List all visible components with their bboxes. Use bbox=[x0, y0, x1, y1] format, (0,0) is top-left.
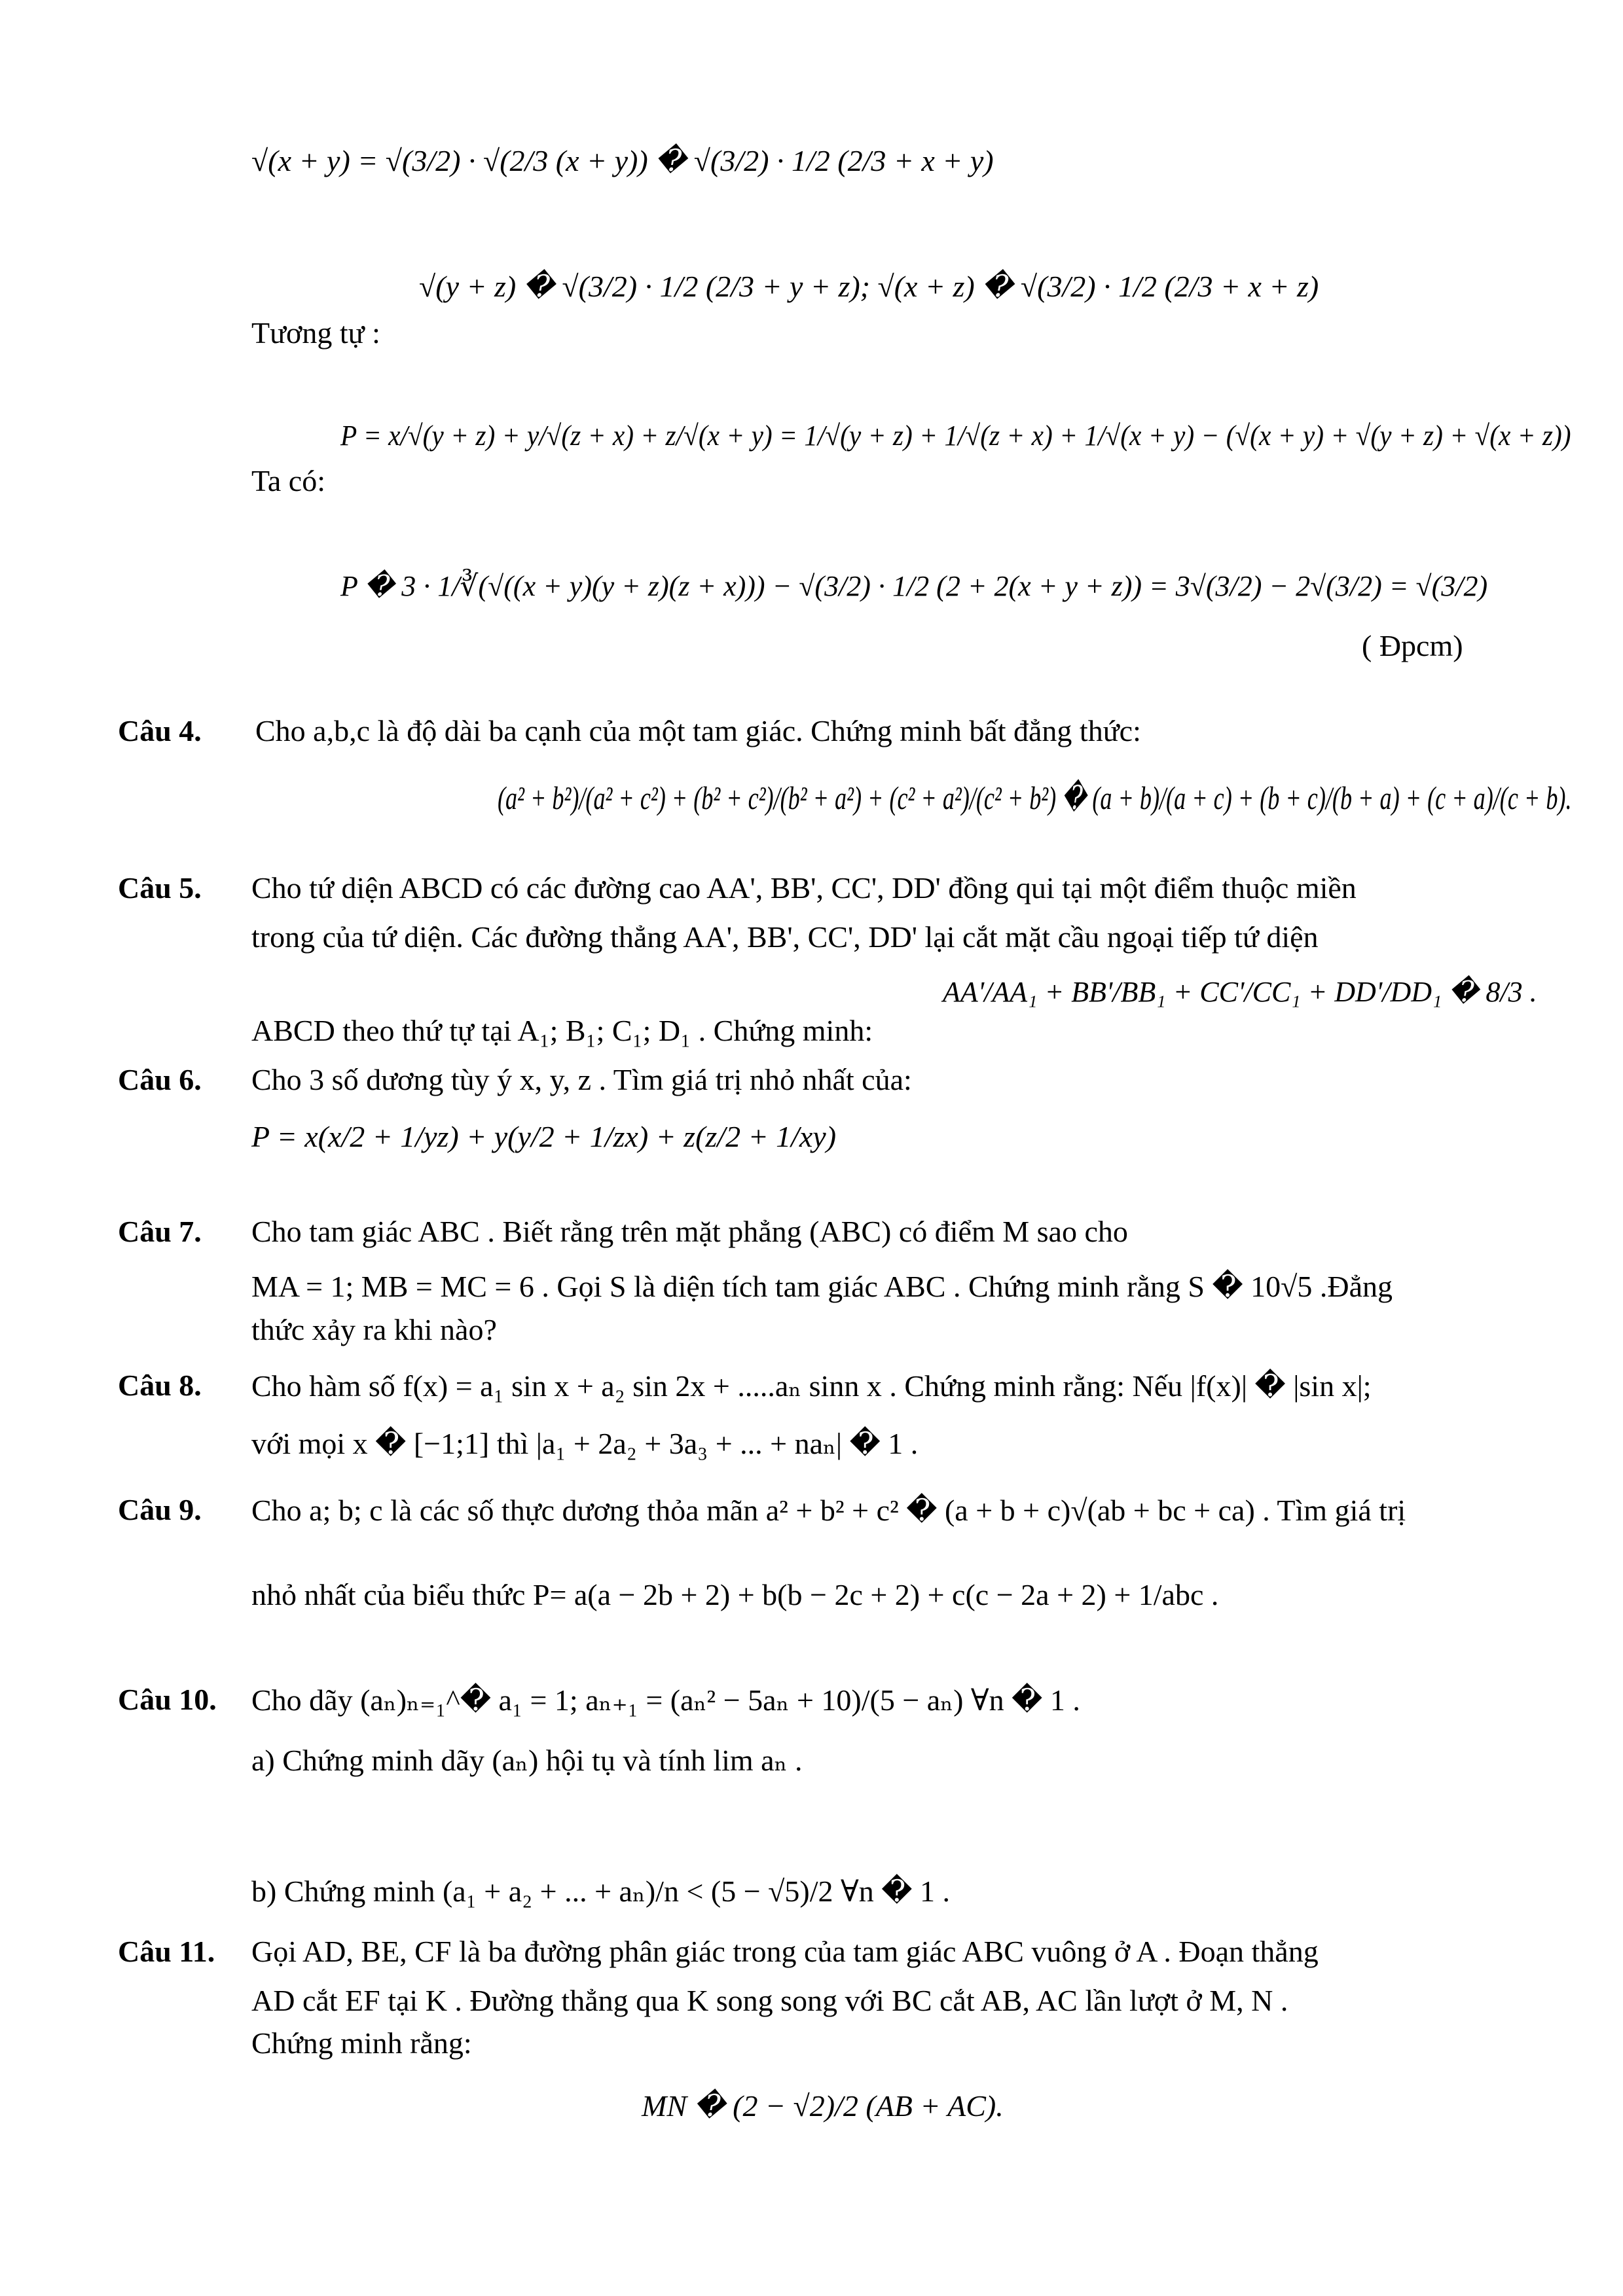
dpcm-note: ( Đpcm) bbox=[1362, 629, 1463, 662]
problem-label-10: Câu 10. bbox=[118, 1683, 217, 1716]
problem-5-formula: AA'/AA₁ + BB'/BB₁ + CC'/CC₁ + DD'/DD₁ � 8/3 . bbox=[943, 976, 1537, 1008]
problem-11-line1: Gọi AD, BE, CF là ba đường phân giác trong của tam giác ABC vuông ở A . Đoạn thẳng bbox=[251, 1935, 1319, 1968]
problem-4-text: Cho a,b,c là độ dài ba cạnh của một tam giác. Chứng minh bất đẳng thức: bbox=[255, 714, 1141, 747]
equation-p-definition: P = x/√(y + z) + y/√(z + x) + z/√(x + y) = 1/√(y + z) + 1/√(z + x) + 1/√(x + y) − (√(x + y) + √(y + z) + √(x + z)) bbox=[340, 420, 1571, 452]
problem-6-line1: Cho 3 số dương tùy ý x, y, z . Tìm giá trị nhỏ nhất của: bbox=[251, 1063, 912, 1096]
problem-11-line3: Chứng minh rằng: bbox=[251, 2026, 472, 2060]
tuong-tu-label: Tương tự : bbox=[251, 316, 380, 350]
problem-6-formula: P = x(x/2 + 1/yz) + y(y/2 + 1/zx) + z(z/2 + 1/xy) bbox=[251, 1120, 837, 1153]
problem-5-line2: trong của tứ diện. Các đường thẳng AA', BB', CC', DD' lại cắt mặt cầu ngoại tiếp tứ diện bbox=[251, 920, 1319, 954]
problem-label-4: Câu 4. bbox=[118, 714, 202, 747]
problem-11-formula: MN � (2 − √2)/2 (AB + AC). bbox=[642, 2089, 1004, 2123]
problem-10-line1: Cho dãy (aₙ)ₙ₌₁^� a₁ = 1; aₙ₊₁ = (aₙ² − 5aₙ + 10)/(5 − aₙ) ∀n � 1 . bbox=[251, 1683, 1080, 1717]
problem-7-line2: MA = 1; MB = MC = 6 . Gọi S là diện tích tam giác ABC . Chứng minh rằng S � 10√5 .Đẳng bbox=[251, 1270, 1393, 1303]
problem-label-8: Câu 8. bbox=[118, 1369, 202, 1402]
problem-7-line3: thức xảy ra khi nào? bbox=[251, 1313, 497, 1346]
equation-tuong-tu: √(y + z) � √(3/2) · 1/2 (2/3 + y + z); √(x + z) � √(3/2) · 1/2 (2/3 + x + z) bbox=[419, 270, 1319, 303]
problem-10-line3: b) Chứng minh (a₁ + a₂ + ... + aₙ)/n < (5 − √5)/2 ∀n � 1 . bbox=[251, 1874, 950, 1908]
equation-p-inequality: P � 3 · 1/∛(√((x + y)(y + z)(z + x))) − √(3/2) · 1/2 (2 + 2(x + y + z)) = 3√(3/2) − 2√(3/2) = √(3/2) bbox=[340, 570, 1488, 602]
problem-5-line1: Cho tứ diện ABCD có các đường cao AA', BB', CC', DD' đồng qui tại một điểm thuộc miền bbox=[251, 871, 1357, 905]
problem-11-line2: AD cắt EF tại K . Đường thẳng qua K song song với BC cắt AB, AC lần lượt ở M, N . bbox=[251, 1984, 1288, 2017]
problem-9-line2: nhỏ nhất của biểu thức P= a(a − 2b + 2) + b(b − 2c + 2) + c(c − 2a + 2) + 1/abc . bbox=[251, 1578, 1219, 1611]
problem-label-5: Câu 5. bbox=[118, 871, 202, 905]
problem-label-11: Câu 11. bbox=[118, 1935, 215, 1968]
equation-sqrt-x-plus-y: √(x + y) = √(3/2) · √(2/3 (x + y)) � √(3/2) · 1/2 (2/3 + x + y) bbox=[251, 144, 994, 177]
problem-label-9: Câu 9. bbox=[118, 1493, 202, 1526]
problem-8-line1: Cho hàm số f(x) = a₁ sin x + a₂ sin 2x + .....aₙ sinn x . Chứng minh rằng: Nếu |f(x)| � |sin x|; bbox=[251, 1369, 1372, 1403]
problem-4-formula: (a² + b²)/(a² + c²) + (b² + c²)/(b² + a²) + (c² + a²)/(c² + b²) � (a + b)/(a + c) + (b + c)/(b + a) + (c + a)/(c + b). bbox=[498, 780, 1572, 816]
ta-co-label: Ta có: bbox=[251, 464, 326, 497]
problem-label-6: Câu 6. bbox=[118, 1063, 202, 1096]
problem-5-line3: ABCD theo thứ tự tại A₁; B₁; C₁; D₁ . Chứng minh: bbox=[251, 1014, 873, 1047]
problem-10-line2: a) Chứng minh dãy (aₙ) hội tụ và tính lim aₙ . bbox=[251, 1744, 803, 1777]
problem-7-line1: Cho tam giác ABC . Biết rằng trên mặt phẳng (ABC) có điểm M sao cho bbox=[251, 1215, 1128, 1248]
problem-label-7: Câu 7. bbox=[118, 1215, 202, 1248]
problem-8-line2: với mọi x � [−1;1] thì |a₁ + 2a₂ + 3a₃ + ... + naₙ| � 1 . bbox=[251, 1427, 919, 1460]
problem-9-line1: Cho a; b; c là các số thực dương thỏa mãn a² + b² + c² � (a + b + c)√(ab + bc + ca) . Tìm giá trị bbox=[251, 1494, 1406, 1527]
